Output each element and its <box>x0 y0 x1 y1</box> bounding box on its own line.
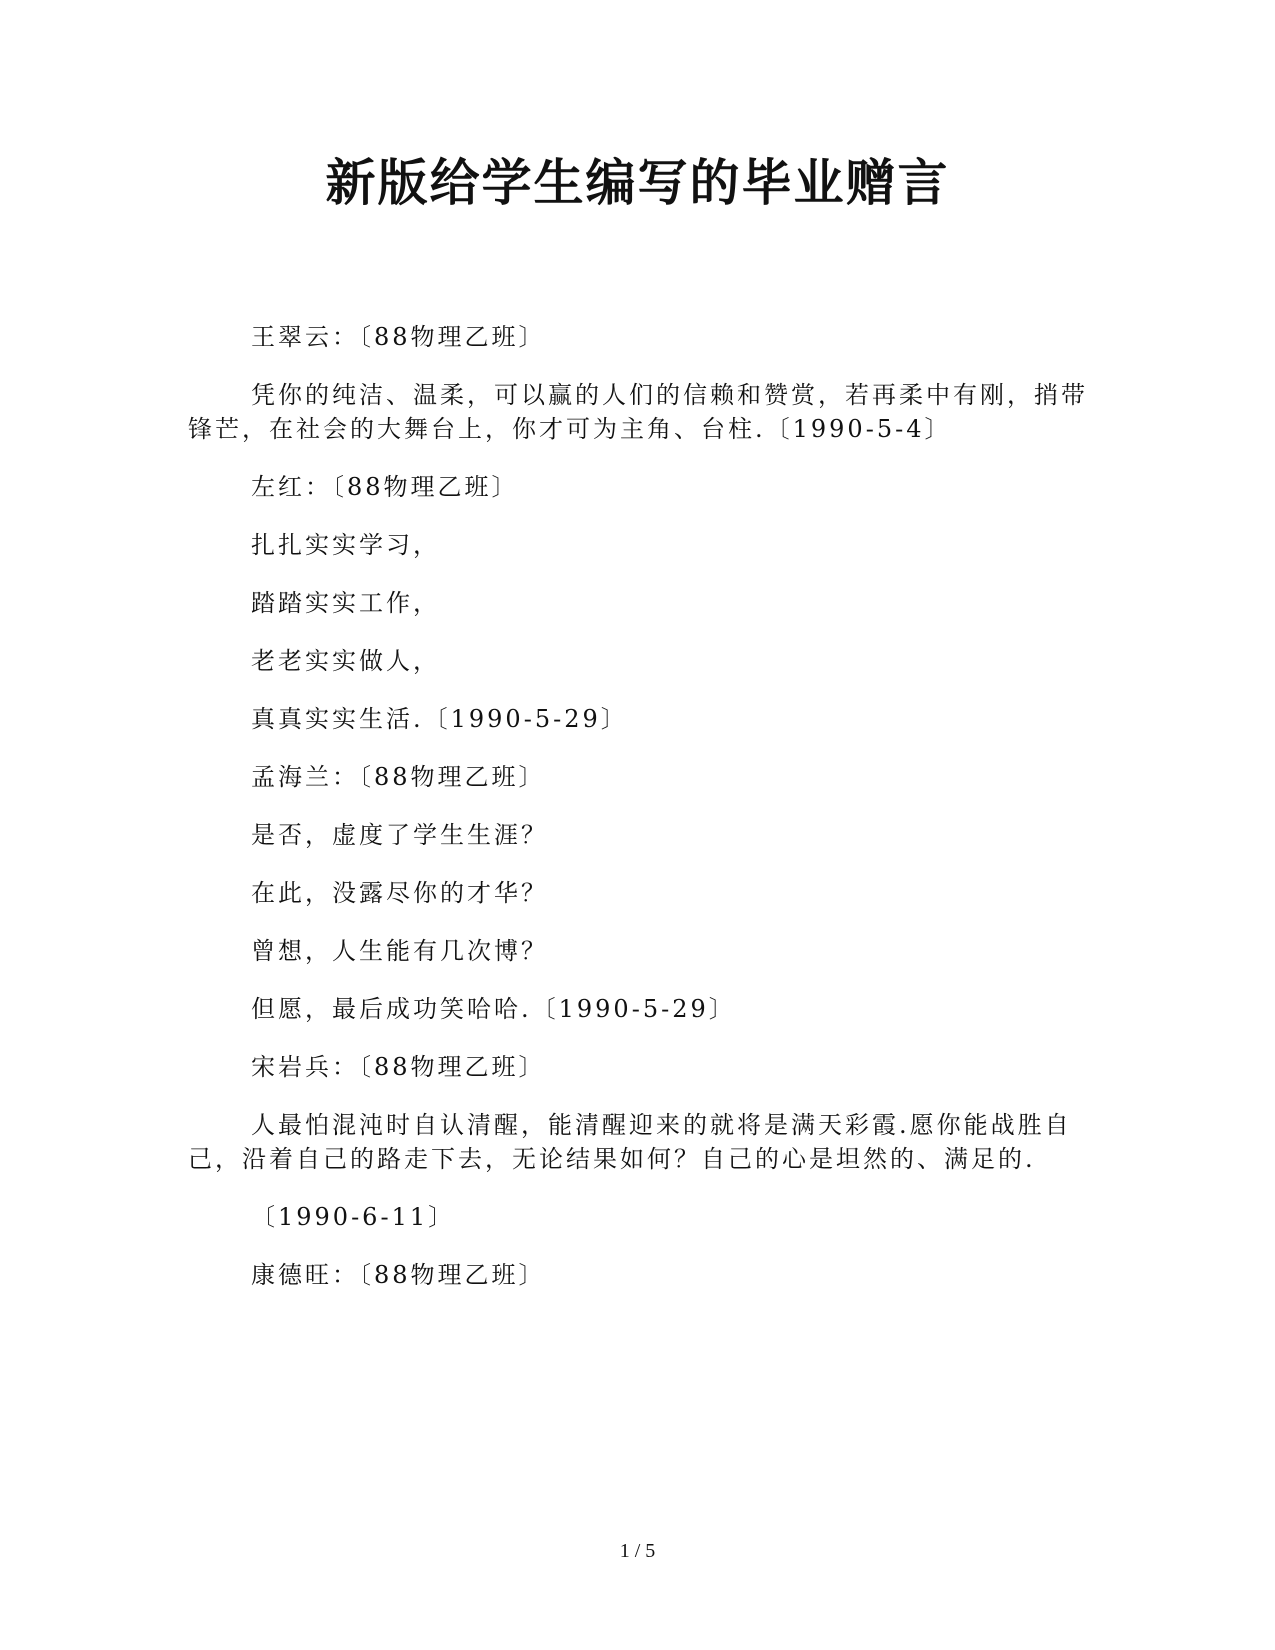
paragraph: 扎扎实实学习， <box>251 531 440 559</box>
paragraph: 曾想，人生能有几次博？ <box>251 937 548 965</box>
paragraph: 王翠云：〔88物理乙班〕 <box>251 323 546 351</box>
paragraph: 康德旺：〔88物理乙班〕 <box>251 1261 546 1289</box>
paragraph: 人最怕混沌时自认清醒，能清醒迎来的就将是满天彩霞.愿你能战胜自己，沿着自己的路走下去，无论结果如何？自己的心是坦然的、满足的. <box>188 1111 1072 1173</box>
document-body <box>188 320 1088 1316</box>
paragraph: 踏踏实实工作， <box>251 589 440 617</box>
paragraph: 宋岩兵：〔88物理乙班〕 <box>251 1053 546 1081</box>
paragraph: 孟海兰：〔88物理乙班〕 <box>251 763 546 791</box>
paragraph: 真真实实生活.〔1990-5-29〕 <box>251 705 628 733</box>
paragraph: 〔1990-6-11〕 <box>251 1203 456 1231</box>
document-title: 新版给学生编写的毕业赠言 <box>325 154 950 212</box>
paragraph: 老老实实做人， <box>251 647 440 675</box>
page-number: 1 / 5 <box>619 1540 656 1562</box>
paragraph: 左红：〔88物理乙班〕 <box>251 473 519 501</box>
paragraph: 但愿，最后成功笑哈哈.〔1990-5-29〕 <box>251 995 736 1023</box>
paragraph: 凭你的纯洁、温柔，可以赢的人们的信赖和赞赏，若再柔中有刚，捎带锋芒，在社会的大舞台上，你才可为主角、台柱.〔1990-5-4〕 <box>188 381 1088 443</box>
paragraph: 是否，虚度了学生生涯？ <box>251 821 548 849</box>
paragraph: 在此，没露尽你的才华？ <box>251 879 548 907</box>
